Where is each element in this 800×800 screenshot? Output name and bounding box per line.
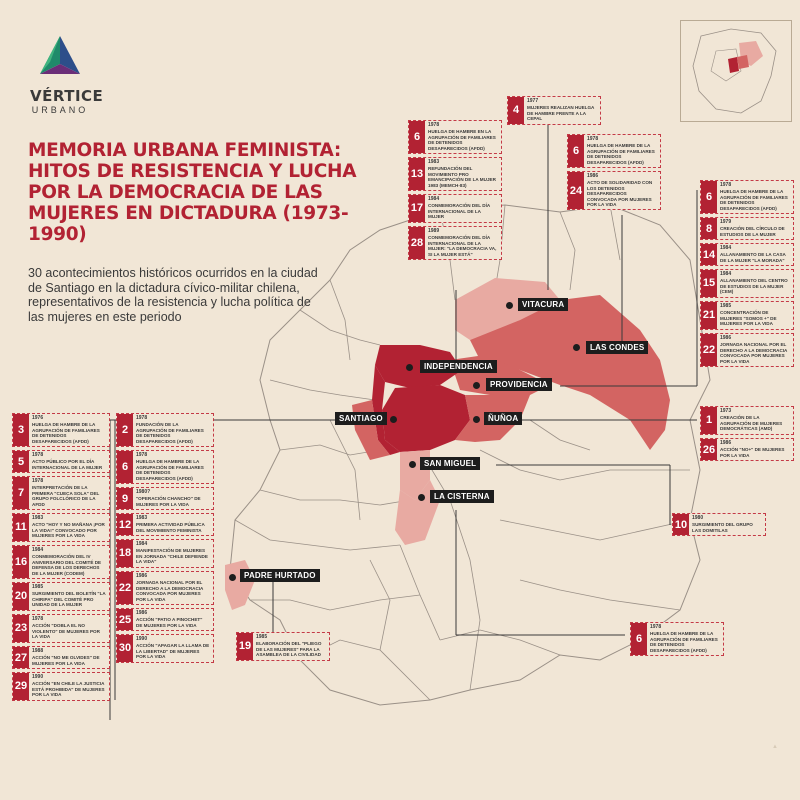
- event-description: HUELGA DE HAMBRE DE LA AGRUPACIÓN DE FAMILIARES DE DETENIDOS DESAPARECIDOS (AFDD): [587, 143, 655, 165]
- event-description: JORNADA NACIONAL POR EL DERECHO A LA DEMOCRACIA CONVOCADA POR MUJERES POR LA VIDA: [136, 580, 204, 602]
- event-text: [425, 158, 501, 190]
- event-card: [116, 571, 214, 605]
- event-year: 1979: [720, 219, 732, 225]
- event-year: 1990: [136, 636, 148, 642]
- event-description: INTERPRETACIÓN DE LA PRIMERA "CUECA SOLA" DEL GRUPO FOLCLÓRICO DE LA AFDD: [32, 485, 100, 507]
- event-text: [425, 227, 501, 259]
- commune-label-la-cisterna: LA CISTERNA: [430, 490, 494, 503]
- event-card: [12, 646, 110, 669]
- event-year: 1976: [32, 415, 44, 421]
- event-text: [717, 218, 793, 239]
- event-description: PRIMERA ACTIVIDAD PÚBLICA DEL MOVIMIENTO FEMINISTA: [136, 522, 205, 533]
- event-number: 23: [13, 615, 29, 642]
- event-description: ALLANAMIENTO DE LA CASA DE LA MUJER "LA MORADA": [720, 252, 786, 263]
- event-description: REFUNDACIÓN DEL MOVIMIENTO PRO EMANCIPACIÓN DE LA MUJER 1983 (MEMCH-83): [428, 166, 496, 188]
- event-year: 1978: [32, 616, 44, 622]
- brand-logo: [30, 34, 104, 115]
- event-card: [12, 450, 110, 473]
- event-year: 1980?: [136, 489, 151, 495]
- event-text: [717, 270, 793, 297]
- event-year: 1978: [32, 452, 44, 458]
- event-number: 30: [117, 635, 133, 662]
- event-card: [12, 413, 110, 447]
- event-number: 9: [117, 488, 133, 509]
- event-text: [133, 572, 213, 604]
- event-description: HUELGA DE HAMBRE DE LA AGRUPACIÓN DE FAMILIARES DE DETENIDOS DESAPARECIDOS (AFDD): [32, 422, 100, 444]
- event-card: [700, 243, 794, 266]
- event-description: ACCIÓN "NO+" DE MUJERES POR LA VIDA: [720, 447, 785, 458]
- event-year: 1985: [32, 584, 44, 590]
- event-card: [116, 487, 214, 510]
- event-year: 1984: [720, 271, 732, 277]
- event-year: 1973: [720, 408, 732, 414]
- event-card: [408, 157, 502, 191]
- nunoa-dot: [473, 416, 480, 423]
- event-year: 1980: [692, 515, 704, 521]
- event-year: 1986: [587, 173, 599, 179]
- event-number: 4: [508, 97, 524, 124]
- event-year: 1984: [428, 196, 440, 202]
- event-description: SURGIMIENTO DEL GRUPO LAS DOMITILAS: [692, 522, 753, 533]
- event-number: 11: [13, 514, 29, 541]
- event-description: ACTO PÚBLICO POR EL DÍA INTERNACIONAL DE LA MUJER: [32, 459, 103, 470]
- event-number: 8: [701, 218, 717, 239]
- event-number: 18: [117, 540, 133, 567]
- event-description: ACCIÓN "APAGAR LA LLAMA DE LA LIBERTAD" DE MUJERES POR LA VIDA: [136, 643, 210, 660]
- event-text: [29, 514, 109, 541]
- event-text: [133, 451, 213, 483]
- event-card: [116, 513, 214, 536]
- event-description: ELABORACIÓN DEL "PLIEGO DE LAS MUJERES" PARA LA ASAMBLEA DE LA CIVILIDAD: [256, 641, 322, 658]
- event-description: JORNADA NACIONAL POR EL DERECHO A LA DEMOCRACIA CONVOCADA POR MUJERES POR LA VIDA: [720, 342, 788, 364]
- event-year: 1978: [136, 452, 148, 458]
- las-condes-dot: [573, 344, 580, 351]
- event-number: 10: [673, 514, 689, 535]
- event-number: 1: [701, 407, 717, 434]
- event-year: 1978: [32, 478, 44, 484]
- event-number: 5: [13, 451, 29, 472]
- event-number: 24: [568, 172, 584, 209]
- san-miguel-dot: [409, 461, 416, 468]
- event-card: [408, 120, 502, 154]
- event-number: 27: [13, 647, 29, 668]
- event-number: 6: [701, 181, 717, 213]
- event-year: 1989: [428, 228, 440, 234]
- event-year: 1978: [136, 415, 148, 421]
- event-card: [116, 450, 214, 484]
- event-card: [672, 513, 766, 536]
- event-number: 25: [117, 609, 133, 630]
- event-card: [116, 539, 214, 568]
- commune-label-padre-hurtado: PADRE HURTADO: [240, 569, 320, 582]
- event-year: 1983: [32, 515, 44, 521]
- event-text: [584, 172, 660, 209]
- event-number: 6: [409, 121, 425, 153]
- event-description: HUELGA DE HAMBRE EN LA AGRUPACIÓN DE FAMILIARES DE DETENIDOS DESAPARECIDOS (AFDD): [428, 129, 496, 151]
- event-text: [29, 451, 109, 472]
- event-card: [700, 269, 794, 298]
- event-card: [12, 545, 110, 579]
- event-card: [567, 134, 661, 168]
- event-text: [133, 414, 213, 446]
- event-text: [425, 195, 501, 222]
- event-year: 1986: [136, 610, 148, 616]
- event-card: [700, 301, 794, 330]
- event-text: [717, 244, 793, 265]
- event-description: CONMEMORACIÓN DEL DÍA INTERNACIONAL DE LA MUJER: "LA DEMOCRACIA VA, SI LA MUJER ESTÁ": [428, 235, 497, 257]
- commune-label-providencia: PROVIDENCIA: [486, 378, 552, 391]
- event-number: 6: [568, 135, 584, 167]
- event-number: 22: [117, 572, 133, 604]
- event-text: [689, 514, 765, 535]
- padre-hurtado-dot: [229, 574, 236, 581]
- event-card: [700, 333, 794, 367]
- event-card: [700, 180, 794, 214]
- event-description: CREACIÓN DE LA AGRUPACIÓN DE MUJERES DEMOCRÁTICAS (AMD): [720, 415, 783, 432]
- brand-title: VÉRTICE: [30, 87, 104, 105]
- event-number: 19: [237, 633, 253, 660]
- event-card: [236, 632, 330, 661]
- event-description: ACTO "HOY Y NO MAÑANA ¡POR LA VIDA!" CONVOCADO POR MUJERES POR LA VIDA: [32, 522, 105, 539]
- event-number: 26: [701, 439, 717, 460]
- page-title: MEMORIA URBANA FEMINISTA: HITOS DE RESISTENCIA Y LUCHA POR LA DEMOCRACIA DE LAS MUJERES EN DICTADURA (1973-1990): [28, 140, 357, 245]
- event-description: "OPERACIÓN CHANCHO" DE MUJERES POR LA VIDA: [136, 496, 201, 507]
- event-number: 17: [409, 195, 425, 222]
- event-description: CONCENTRACIÓN DE MUJERES "SOMOS +" DE MUJERES POR LA VIDA: [720, 310, 777, 327]
- event-year: 1988: [32, 648, 44, 654]
- event-number: 28: [409, 227, 425, 259]
- commune-label-vitacura: VITACURA: [518, 298, 568, 311]
- event-description: MANIFESTACIÓN DE MUJERES EN JORNADA "CHILE DEFIENDE LA VIDA": [136, 548, 208, 565]
- event-description: CREACIÓN DEL CÍRCULO DE ESTUDIOS DE LA MUJER: [720, 226, 785, 237]
- event-number: 20: [13, 583, 29, 610]
- event-year: 1986: [136, 573, 148, 579]
- event-text: [717, 181, 793, 213]
- commune-label-santiago: SANTIAGO: [335, 412, 387, 425]
- event-card: [700, 406, 794, 435]
- commune-label-nunoa: ÑUÑOA: [484, 412, 522, 425]
- event-text: [524, 97, 600, 124]
- event-text: [29, 477, 109, 509]
- event-number: 6: [631, 623, 647, 655]
- event-number: 3: [13, 414, 29, 446]
- event-text: [717, 302, 793, 329]
- event-text: [584, 135, 660, 167]
- event-year: 1985: [256, 634, 268, 640]
- event-number: 15: [701, 270, 717, 297]
- event-year: 1978: [587, 136, 599, 142]
- independencia-dot: [406, 364, 413, 371]
- event-card: [116, 608, 214, 631]
- la-cisterna-dot: [418, 494, 425, 501]
- santiago-dot: [390, 416, 397, 423]
- vertice-logo-icon: [38, 34, 82, 80]
- event-card: [12, 476, 110, 510]
- event-text: [717, 334, 793, 366]
- event-text: [133, 540, 213, 567]
- event-number: 16: [13, 546, 29, 578]
- event-description: ACCIÓN "NO ME OLVIDES" DE MUJERES POR LA VIDA: [32, 655, 100, 666]
- event-card: [630, 622, 724, 656]
- inset-region-map: [681, 21, 791, 121]
- event-card: [12, 672, 110, 701]
- event-text: [133, 635, 213, 662]
- event-text: [425, 121, 501, 153]
- event-card: [12, 513, 110, 542]
- event-description: ACCIÓN "PATIO A PINOCHET" DE MUJERES POR LA VIDA: [136, 617, 203, 628]
- event-number: 21: [701, 302, 717, 329]
- event-card: [567, 171, 661, 210]
- event-description: ACCIÓN "EN CHILE LA JUSTICIA ESTÁ PROHIBIDA" DE MUJERES POR LA VIDA: [32, 681, 105, 698]
- event-year: 1978: [650, 624, 662, 630]
- event-description: SURGIMIENTO DEL BOLETÍN "LA CHIRIPA" DEL COMITÉ PRO UNIDAD DE LA MUJER: [32, 591, 106, 608]
- event-year: 1978: [428, 122, 440, 128]
- watermark-logo: ▲: [772, 744, 778, 750]
- event-description: ACTO DE SOLIDARIDAD CON LOS DETENIDOS DESAPARECIDOS CONVOCADA POR MUJERES POR LA VIDA: [587, 180, 653, 208]
- event-card: [12, 582, 110, 611]
- event-description: HUELGA DE HAMBRE DE LA AGRUPACIÓN DE FAMILIARES DE DETENIDOS DESAPARECIDOS (AFDD): [720, 189, 788, 211]
- event-description: FUNDACIÓN DE LA AGRUPACIÓN DE FAMILIARES DE DETENIDOS DESAPARECIDOS (AFDD): [136, 422, 204, 444]
- event-text: [29, 615, 109, 642]
- event-card: [408, 194, 502, 223]
- providencia-dot: [473, 382, 480, 389]
- event-year: 1984: [136, 541, 148, 547]
- event-year: 1986: [720, 440, 732, 446]
- event-description: CONMEMORACIÓN DEL IV ANIVERSARIO DEL COMITÉ DE DEFENSA DE LOS DERECHOS DE LA MUJER (CODEM): [32, 554, 102, 576]
- event-card: [408, 226, 502, 260]
- event-year: 1983: [136, 515, 148, 521]
- event-number: 2: [117, 414, 133, 446]
- event-year: 1990: [32, 674, 44, 680]
- event-number: 13: [409, 158, 425, 190]
- event-text: [133, 514, 213, 535]
- event-description: CONMEMORACIÓN DEL DÍA INTERNACIONAL DE LA MUJER: [428, 203, 491, 220]
- vitacura-dot: [506, 302, 513, 309]
- event-year: 1983: [428, 159, 440, 165]
- event-number: 12: [117, 514, 133, 535]
- event-year: 1984: [32, 547, 44, 553]
- event-card: [116, 413, 214, 447]
- brand-subtitle: URBANO: [31, 105, 89, 115]
- event-number: 7: [13, 477, 29, 509]
- event-text: [717, 407, 793, 434]
- event-number: 14: [701, 244, 717, 265]
- intro-text: 30 acontecimientos históricos ocurridos en la ciudad de Santiago en la dictadura cívico-militar chilena, representativos de la resistencia y lucha política de las mujeres en este periodo: [28, 266, 318, 324]
- event-card: [700, 438, 794, 461]
- event-card: [700, 217, 794, 240]
- event-description: HUELGA DE HAMBRE DE LA AGRUPACIÓN DE FAMILIARES DE DETENIDOS DESAPARECIDOS (AFDD): [650, 631, 718, 653]
- event-text: [133, 488, 213, 509]
- event-year: 1986: [720, 335, 732, 341]
- event-card: [507, 96, 601, 125]
- event-number: 22: [701, 334, 717, 366]
- event-text: [29, 414, 109, 446]
- padre-hurtado-area: [225, 560, 255, 610]
- event-card: [12, 614, 110, 643]
- event-year: 1977: [527, 98, 539, 104]
- event-year: 1978: [720, 182, 732, 188]
- event-card: [116, 634, 214, 663]
- event-year: 1985: [720, 303, 732, 309]
- event-text: [133, 609, 213, 630]
- event-text: [29, 673, 109, 700]
- commune-label-independencia: INDEPENDENCIA: [420, 360, 497, 373]
- event-text: [29, 647, 109, 668]
- event-description: HUELGA DE HAMBRE DE LA AGRUPACIÓN DE FAMILIARES DE DETENIDOS DESAPARECIDOS (AFDD): [136, 459, 204, 481]
- event-text: [647, 623, 723, 655]
- event-text: [29, 546, 109, 578]
- event-number: 29: [13, 673, 29, 700]
- commune-label-las-condes: LAS CONDES: [586, 341, 648, 354]
- event-description: ACCIÓN "DOBLA EL NO VIOLENTO" DE MUJERES POR LA VIDA: [32, 623, 100, 640]
- event-text: [253, 633, 329, 660]
- inset-map: [680, 20, 792, 122]
- event-description: MUJERES REALIZAN HUELGA DE HAMBRE FRENTE A LA CEPAL: [527, 105, 595, 122]
- event-text: [717, 439, 793, 460]
- event-number: 6: [117, 451, 133, 483]
- event-description: ALLANAMIENTO DEL CENTRO DE ESTUDIOS DE LA MUJER (CEM): [720, 278, 788, 295]
- event-year: 1984: [720, 245, 732, 251]
- commune-label-san-miguel: SAN MIGUEL: [420, 457, 480, 470]
- event-text: [29, 583, 109, 610]
